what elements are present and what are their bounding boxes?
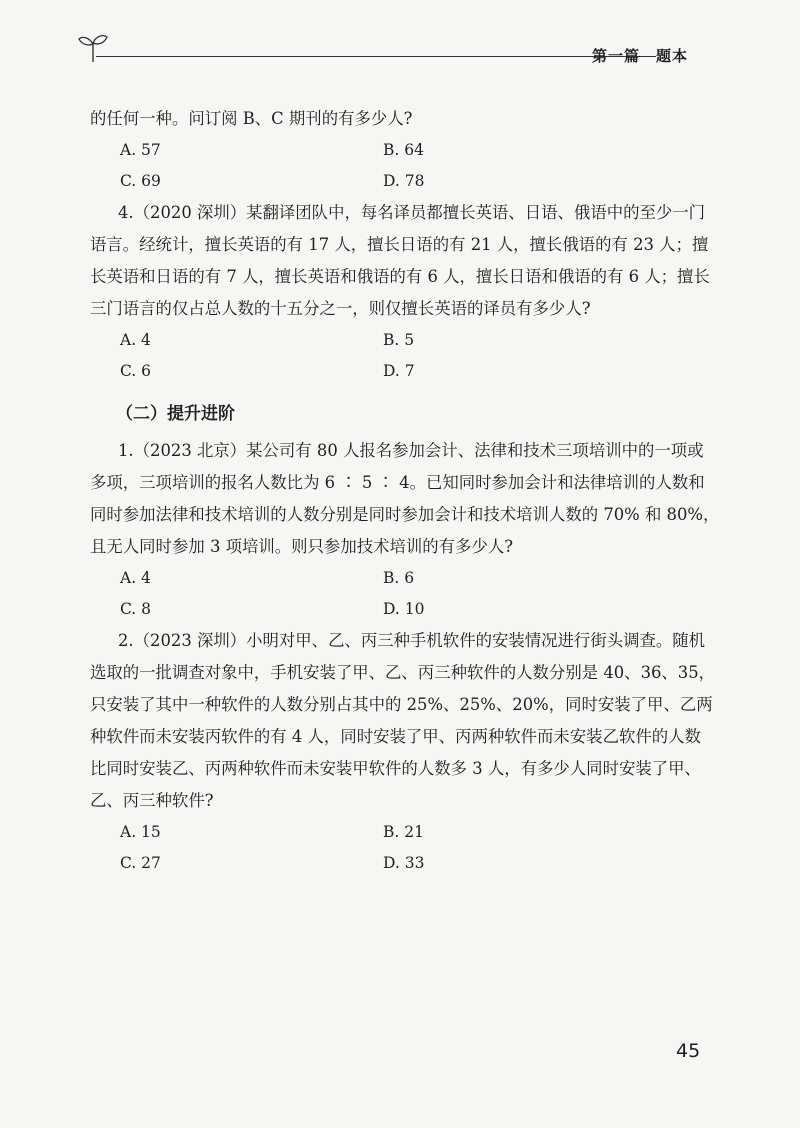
option-b: B. 5 [383, 331, 415, 349]
section-question-2-line: 2.（2023 深圳）小明对甲、乙、丙三种手机软件的安装情况进行街头调查。随机 [118, 631, 706, 650]
option-a: A. 57 [120, 141, 161, 159]
question-4-line: 长英语和日语的有 7 人，擅长英语和俄语的有 6 人，擅长日语和俄语的有 6 人；擅长 [90, 267, 710, 286]
section-question-2-line: 种软件而未安装丙软件的有 4 人，同时安装了甲、丙两种软件而未安装乙软件的人数 [90, 727, 701, 746]
option-b: B. 21 [383, 823, 424, 841]
chapter-title: 第一篇 题本 [591, 47, 688, 65]
question-text-line: 的任何一种。问订阅 B、C 期刊的有多少人? [90, 109, 413, 128]
question-4-line: 4.（2020 深圳）某翻译团队中，每名译员都擅长英语、日语、俄语中的至少一门 [118, 203, 706, 222]
section-question-2-line: 比同时安装乙、丙两种软件而未安装甲软件的人数多 3 人，有多少人同时安装了甲、 [90, 759, 701, 778]
options-q4 [90, 325, 702, 387]
section-question-2-line: 只安装了其中一种软件的人数分别占其中的 25%、25%、20%，同时安装了甲、乙两 [90, 695, 713, 714]
option-d: D. 78 [383, 172, 425, 190]
option-b: B. 6 [383, 569, 415, 587]
option-a: A. 4 [120, 569, 151, 587]
option-a: A. 15 [120, 823, 161, 841]
question-4-line: 语言。经统计，擅长英语的有 17 人，擅长日语的有 21 人，擅长俄语的有 23 人；擅 [90, 235, 709, 254]
header-rule [96, 56, 656, 57]
section-question-1-line: 同时参加法律和技术培训的人数分别是同时参加会计和技术培训人数的 70% 和 80%， [90, 505, 720, 524]
option-d: D. 33 [383, 854, 425, 872]
option-d: D. 7 [383, 362, 415, 380]
sprout-icon [78, 28, 108, 64]
option-c: C. 69 [120, 172, 161, 190]
option-c: C. 8 [120, 600, 152, 618]
question-4-line: 三门语言的仅占总人数的十五分之一，则仅擅长英语的译员有多少人? [90, 299, 591, 318]
page-body [90, 103, 720, 879]
option-a: A. 4 [120, 331, 151, 349]
page-header [78, 24, 688, 74]
page-number: 45 [676, 1040, 701, 1062]
section-question-1-line: 且无人同时参加 3 项培训。则只参加技术培训的有多少人? [90, 537, 514, 556]
section-question-2-line: 乙、丙三种软件? [90, 791, 214, 810]
option-d: D. 10 [383, 600, 425, 618]
options-s2 [90, 817, 702, 879]
options-s1 [90, 563, 702, 625]
option-c: C. 6 [120, 362, 152, 380]
section-heading: （二）提升进阶 [116, 404, 235, 424]
option-b: B. 64 [383, 141, 424, 159]
section-question-2-line: 选取的一批调查对象中，手机安装了甲、乙、丙三种软件的人数分别是 40、36、35， [90, 663, 716, 682]
option-c: C. 27 [120, 854, 161, 872]
options-q3 [90, 135, 702, 197]
section-question-1-line: 多项，三项培训的报名人数比为 6 ∶ 5 ∶ 4。已知同时参加会计和法律培训的人数和 [90, 473, 705, 492]
section-question-1-line: 1.（2023 北京）某公司有 80 人报名参加会计、法律和技术三项培训中的一项或 [118, 441, 704, 460]
